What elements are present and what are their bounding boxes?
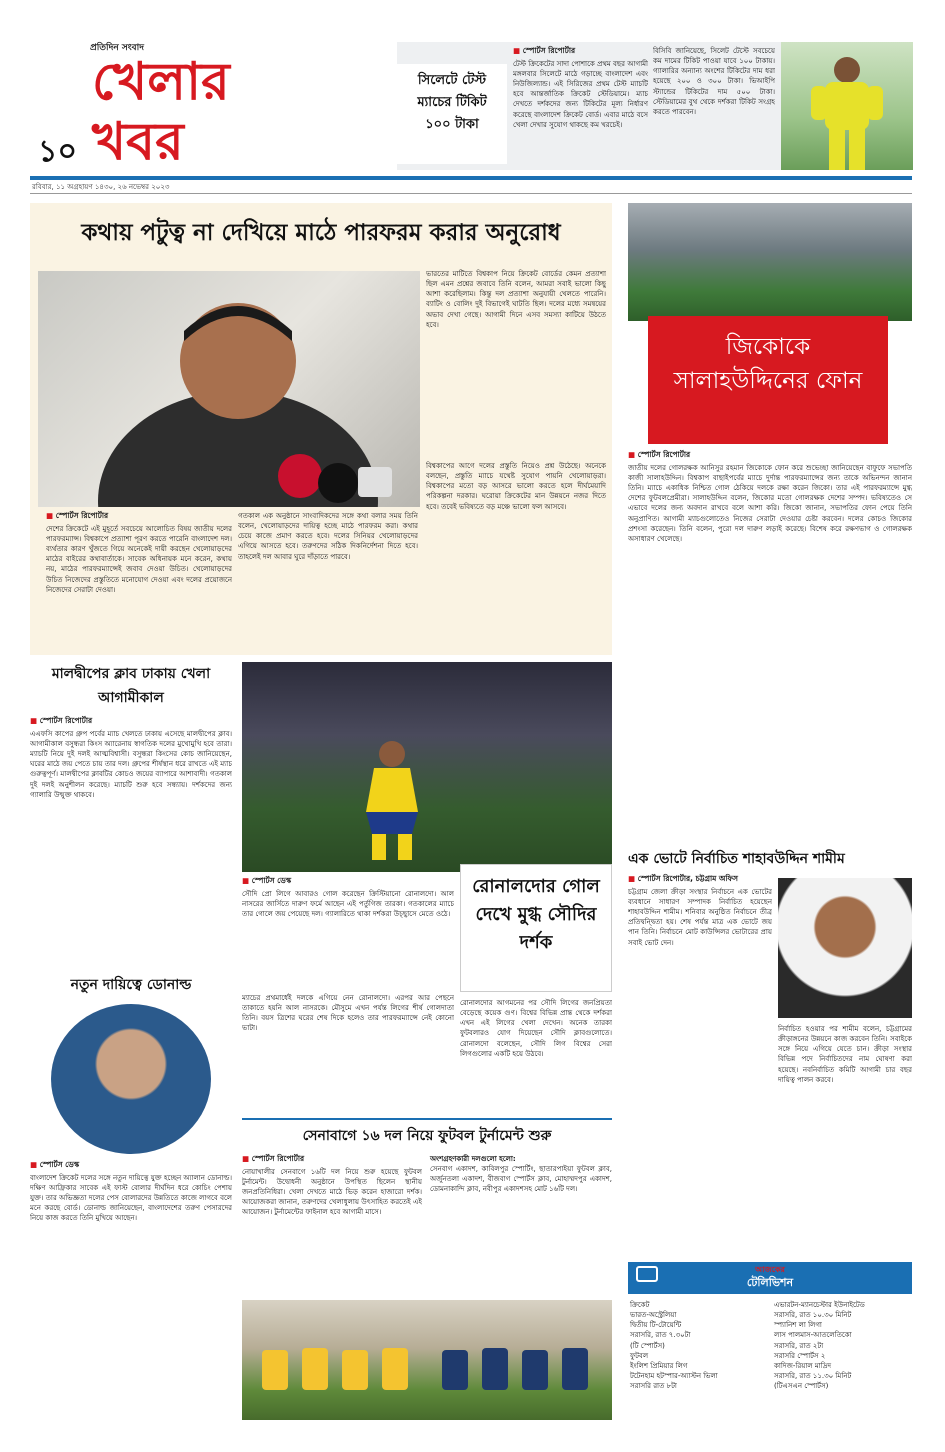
coach-headline: নতুন দায়িত্বে ডোনাল্ড xyxy=(70,977,192,993)
tv-icon xyxy=(636,1266,658,1282)
tv-item: কাদিজ-রিয়াল মাদ্রিদ xyxy=(774,1361,832,1370)
tv-item: সরাসরি রাত ৮টা xyxy=(630,1382,677,1391)
tournament-col2-wrap xyxy=(430,1154,612,1294)
ronaldo-headline: রোনালদোর গোল দেখে মুগ্ধ সৌদির দর্শক xyxy=(472,876,600,953)
masthead-title-line2: খবর xyxy=(92,111,184,172)
salahuddin-story xyxy=(628,450,912,840)
tournament-col1-wrap xyxy=(242,1154,422,1294)
tv-label-top: আজকের xyxy=(755,1265,785,1274)
date-rule xyxy=(30,176,912,180)
ronaldo-byline: ■ স্পোর্টস ডেস্ক xyxy=(242,876,454,887)
tv-item: লাস পালমাস-আতলেতিকো xyxy=(774,1331,852,1340)
page-number: ১০ xyxy=(38,134,77,169)
shamim-headline: এক ভোটে নির্বাচিত শাহাবউদ্দিন শামীম xyxy=(628,851,845,867)
top-story-headline: সিলেটে টেস্ট ম্যাচের টিকিট ১০০ টাকা xyxy=(417,73,487,132)
main-story-col4: বিশ্বকাপের আগে দলের প্রস্তুতি নিয়েও প্রশ্ন উঠেছে। অনেকে বলছেন, প্রস্তুতি ম্যাচে যথেষ্ট সুযোগ পায়নি খেলোয়াড়রা। বিশ্বকাপের মতো বড় আসরে ভালো করতে হলে দীর্ঘমেয়াদি পরিকল্পনা দরকার। ঘরোয়া ক্রিকেটের মান উন্নয়নে নজর দিতে হবে। তবেই ভবিষ্যতে বড় মঞ্চে ভালো ফল আসবে। xyxy=(426,462,606,511)
tv-item: ক্রিকেট xyxy=(630,1301,650,1309)
tournament-subhead: অংশগ্রহণকারী দলগুলো হলো: xyxy=(430,1155,516,1163)
coach-story xyxy=(30,972,232,1417)
tv-box xyxy=(628,1262,912,1417)
shamim-byline: ■ স্পোর্টস রিপোর্টার, চট্টগ্রাম অফিস xyxy=(628,874,772,885)
tv-item: টটেনহাম হটস্পার-অ্যাস্টন ভিলা xyxy=(630,1371,718,1380)
coach-text: বাংলাদেশ ক্রিকেট দলের সঙ্গে নতুন দায়িত্বে যুক্ত হচ্ছেন অ্যালান ডোনাল্ড। দক্ষিণ আফ্রিকার সাবেক এই ফাস্ট বোলার দীর্ঘদিন ধরে কোচিং পেশায় যুক্ত। তার অভিজ্ঞতা দলের পেস বোলারদের উন্নতিতে কাজে লাগবে বলে মনে করছে বোর্ড। ডোনাল্ড জানিয়েছেন, বাংলাদেশের তরুণ পেসারদের নিয়ে কাজ করতে তিনি মুখিয়ে আছেন। xyxy=(30,1173,232,1223)
salahuddin-text: জাতীয় দলের গোলরক্ষক আনিসুর রহমান জিকোকে ফোন করে শুভেচ্ছা জানিয়েছেন বাফুফে সভাপতি কাজী সালাহউদ্দিন। বিশ্বকাপ বাছাইপর্বের ম্যাচে দুর্দান্ত পারফরম্যান্সের জন্য তাকে অভিনন্দন জানান তিনি। ম্যাচে একাধিক নিশ্চিত গোল ঠেকিয়ে দলকে রক্ষা করেন জিকো। তার এই পারফরম্যান্সে মুগ্ধ দেশের ফুটবলপ্রেমীরা। সালাহউদ্দিন বলেন, জিকোর মতো গোলরক্ষক দেশের সম্পদ। ভবিষ্যতেও সে এভাবে দলের জন্য অবদান রাখবে বলে আশা করি। জিকো জানান, সভাপতির ফোন পেয়ে তিনি অনুপ্রাণিত। আগামী ম্যাচগুলোতেও নিজের সেরাটা দেওয়ার চেষ্টা করবেন। দলের কোচও জিকোর প্রশংসা করেছেন। তিনি বলেন, পুরো দল দারুণ লড়াই করেছে। বিশেষ করে রক্ষণভাগ ও গোলরক্ষক অসাধারণ খেলেছে। xyxy=(628,463,912,543)
tournament-photo xyxy=(242,1300,612,1420)
tv-label: টেলিভিশন xyxy=(746,1276,794,1289)
tv-item: স্প্যানিশ লা লিগা xyxy=(774,1321,822,1330)
masthead xyxy=(30,42,290,172)
goalkeeper-photo xyxy=(781,42,913,170)
ronaldo-headline-box xyxy=(460,864,612,992)
shamim-photo xyxy=(778,878,912,1018)
main-story-photo xyxy=(38,271,420,507)
tv-item: এভারটন-ম্যানচেস্টার ইউনাইটেড xyxy=(774,1301,865,1309)
main-story-col3: ভারতের মাটিতে বিশ্বকাপ নিয়ে ক্রিকেট বোর্ডের কেমন প্রত্যাশা ছিল এমন প্রশ্নের জবাবে তিনি বলেন, আমরা সবাই ভালো কিছু আশা করেছিলাম। কিন্তু দল প্রত্যাশা অনুযায়ী খেলতে পারেনি। ব্যাটিং ও বোলিং দুই বিভাগেই ঘাটতি ছিল। দলের মধ্যে সমন্বয়ের অভাব দেখা গেছে। আগামী দিনে এসব সমস্যা কাটিয়ে উঠতে হবে। xyxy=(426,270,606,329)
top-story-col1 xyxy=(513,46,648,166)
salahuddin-headline-box xyxy=(648,316,888,444)
tv-item: (টি স্পোর্টস) xyxy=(630,1341,665,1350)
shamim-col1: চট্টগ্রাম জেলা ক্রীড়া সংস্থার নির্বাচনে এক ভোটের ব্যবধানে সাধারণ সম্পাদক নির্বাচিত হয়েছেন শাহাবউদ্দিন শামীম। শনিবার অনুষ্ঠিত নির্বাচনে তীব্র প্রতিদ্বন্দ্বিতা হয়। শেষ পর্যন্ত মাত্র এক ভোটে জয় পান তিনি। নির্বাচনে মোট কাউন্সিলর ভোটারের প্রায় সবাই ভোট দেন। xyxy=(628,887,772,947)
coach-byline: ■ স্পোর্টস ডেস্ক xyxy=(30,1160,232,1171)
main-story-col1: দেশের ক্রিকেটে এই মুহূর্তে সবচেয়ে আলোচিত বিষয় জাতীয় দলের পারফরম্যান্স। বিশ্বকাপে প্রত্যাশা পূরণ করতে পারেনি বাংলাদেশ দল। ব্যর্থতার কারণ খুঁজতে গিয়ে অনেকেই দায়ী করছেন খেলোয়াড়দের মাঠের বাইরের কথাবার্তাকে। সাবেক অধিনায়ক মনে করেন, কথায় নয়, মাঠের পারফরম্যান্সেই জবাব দেওয়া উচিত। খেলোয়াড়দের উচিত নিজেদের প্রস্তুতিতে মনোযোগ দেওয়া এবং দলের প্রয়োজনে নিজেদের সেরাটা দেওয়া। xyxy=(46,524,232,594)
tournament-headline: সেনাবাগে ১৬ দল নিয়ে ফুটবল টুর্নামেন্ট শুরু xyxy=(302,1128,552,1144)
maldives-text: এএফসি কাপের গ্রুপ পর্বের ম্যাচ খেলতে ঢাকায় এসেছে মালদ্বীপের ক্লাব। আগামীকাল বসুন্ধরা কিংস অ্যারেনায় স্বাগতিক দলের মুখোমুখি হবে তারা। ম্যাচটি নিয়ে দুই দলই আত্মবিশ্বাসী। বসুন্ধরা কিংসের কোচ জানিয়েছেন, ঘরের মাঠে জয় পেতে চায় তার দল। গ্রুপের শীর্ষস্থান ধরে রাখতে এই ম্যাচ গুরুত্বপূর্ণ। মালদ্বীপের ক্লাবটির কোচও জয়ের ব্যাপারে আশাবাদী। গতকাল দুই দলই অনুশীলন করেছে। ম্যাচটি শুরু হবে সন্ধ্যায়। দর্শকদের জন্য গ্যালারি উন্মুক্ত থাকবে। xyxy=(30,729,232,799)
main-story-byline: ■ স্পোর্টস রিপোর্টার xyxy=(46,511,232,522)
shamim-col2: নির্বাচিত হওয়ার পর শামীম বলেন, চট্টগ্রামের ক্রীড়াঙ্গনের উন্নয়নে কাজ করবেন তিনি। সবাইকে সঙ্গে নিয়ে এগিয়ে যেতে চান। ক্রীড়া সংস্থার বিভিন্ন পদে নির্বাচিতদের নাম ঘোষণা করা হয়েছে। নবনির্বাচিত কমিটি আগামী চার বছর দায়িত্ব পালন করবে। xyxy=(778,1025,912,1084)
tv-item: ভারত-অস্ট্রেলিয়া xyxy=(630,1311,677,1320)
stadium-photo xyxy=(628,203,912,321)
top-story-headline-box xyxy=(397,64,507,164)
tv-item: (টিএসএন স্পোর্টস) xyxy=(774,1382,829,1391)
ronaldo-col3: রোনালদোর আগমনের পর সৌদি লিগের জনপ্রিয়তা বেড়েছে কয়েক গুণ। বিশ্বের বিভিন্ন প্রান্ত থেকে দর্শকরা এখন এই লিগের খেলা দেখেন। অনেক তারকা ফুটবলারও যোগ দিয়েছেন সৌদি ক্লাবগুলোতে। রোনালদো বলেছেন, সৌদি লিগ বিশ্বের সেরা লিগগুলোর একটি হয়ে উঠবে। xyxy=(460,999,612,1058)
tv-item: দ্বিতীয় টি-টোয়েন্টি xyxy=(630,1321,682,1330)
tournament-byline: ■ স্পোর্টস রিপোর্টার xyxy=(242,1154,422,1165)
shamim-story xyxy=(628,848,912,1118)
tv-item: সরাসরি, রাত ৭.৩০টা xyxy=(630,1331,691,1340)
tv-header xyxy=(628,1262,912,1294)
maldives-headline: মালদ্বীপের ক্লাব ঢাকায় খেলা আগামীকাল xyxy=(51,666,211,706)
tournament-story xyxy=(242,1118,612,1420)
tv-item: সরাসরি, রাত ২টা xyxy=(774,1341,824,1350)
ronaldo-col2: ম্যাচের প্রথমার্ধেই দলকে এগিয়ে নেন রোনালদো। এরপর আর পেছনে তাকাতে হয়নি আল নাসরকে। মৌসুমে এখন পর্যন্ত লিগের শীর্ষ গোলদাতা তিনি। বয়স ত্রিশের ঘরের শেষ দিকে হলেও তার পারফরম্যান্সে নেই কোনো ভাটা। xyxy=(242,993,454,1033)
tournament-teams: সেনবাগ একাদশ, কাবিলপুর স্পোর্টিং, ছাতারপাইয়া ফুটবল ক্লাব, অর্জুনতলা একাদশ, বীজবাগ স্পোর্টস ক্লাব, মোহাম্মদপুর একাদশ, ডোমনাকান্দি ক্লাব, নবীপুর একাদশসহ মোট ১৬টি দল। xyxy=(430,1165,612,1194)
tournament-rule xyxy=(242,1118,612,1120)
top-story xyxy=(397,42,913,170)
tv-item: ইংলিশ প্রিমিয়ার লিগ xyxy=(630,1361,688,1370)
tv-item: সরাসরি, রাত ১১.৩০ মিনিট xyxy=(774,1371,852,1380)
ronaldo-story-left xyxy=(242,876,454,1108)
top-story-byline: ■ স্পোর্টস রিপোর্টার xyxy=(513,46,648,57)
maldives-story xyxy=(30,662,232,966)
date-line: রবিবার, ১১ অগ্রহায়ণ ১৪৩০, ২৬ নভেম্বর ২০২৩ xyxy=(32,183,170,191)
salahuddin-byline: ■ স্পোর্টস রিপোর্টার xyxy=(628,450,912,461)
salahuddin-headline: জিকোকে সালাহউদ্দিনের ফোন xyxy=(673,334,863,394)
masthead-title-line1: খেলার xyxy=(92,51,230,112)
tv-list-right xyxy=(774,1300,912,1391)
top-story-text-1: টেস্ট ক্রিকেটের সাদা পোশাকে প্রথম বছর আগামী মঙ্গলবার সিলেটে মাঠে গড়াচ্ছে বাংলাদেশ এবং নিউজিল্যান্ড। এই সিরিজের প্রথম টেস্ট ম্যাচটি হবে আন্তর্জাতিক ক্রিকেট স্টেডিয়ামে। ম্যাচ দেখতে দর্শকদের জন্য টিকিটের মূল্য নির্ধারণ করেছে বাংলাদেশ ক্রিকেট বোর্ড। এবার মাঠে বসে খেলা দেখার সুযোগ থাকছে কম খরচেই। xyxy=(513,59,648,129)
coach-photo xyxy=(51,1004,211,1154)
main-story-headline: কথায় পটুত্ব না দেখিয়ে মাঠে পারফরম করার অনুরোধ xyxy=(81,219,561,246)
ronaldo-col1: সৌদি প্রো লিগে আবারও গোল করেছেন ক্রিস্টিয়ানো রোনালদো। আল নাসরের জার্সিতে দারুণ ফর্মে আছেন এই পর্তুগিজ তারকা। গতকালের ম্যাচে তার গোলে জয় পেয়েছে দল। গ্যালারিতে থাকা দর্শকরা উচ্ছ্বাসে মেতে ওঠে। xyxy=(242,889,454,919)
top-story-text-2: বিসিবি জানিয়েছে, সিলেট টেস্টে সবচেয়ে কম দামের টিকিট পাওয়া যাবে ১০০ টাকায়। গ্যালারির অন্যান্য অংশের টিকিটের দাম ধরা হয়েছে ২০০ ও ৩০০ টাকা। ভিআইপি স্ট্যান্ডের টিকিটের দাম ৫০০ টাকা। স্টেডিয়ামের বুথ থেকে দর্শকরা টিকিট সংগ্রহ করতে পারবেন। xyxy=(653,47,775,116)
maldives-byline: ■ স্পোর্টস রিপোর্টার xyxy=(30,716,232,727)
tv-list-left xyxy=(630,1300,768,1391)
tv-item: ফুটবল xyxy=(630,1351,649,1360)
main-story xyxy=(30,203,612,655)
shamim-col1-wrap xyxy=(628,874,772,1118)
tv-item: সরাসরি, রাত ১০.৩০ মিনিট xyxy=(774,1311,852,1320)
publisher-logo: প্রতিদিন সংবাদ xyxy=(90,43,145,53)
main-story-col1-wrap xyxy=(46,511,232,651)
tournament-text: নোয়াখালীর সেনবাগে ১৬টি দল নিয়ে শুরু হয়েছে ফুটবল টুর্নামেন্ট। উদ্বোধনী অনুষ্ঠানে উপস্থিত ছিলেন স্থানীয় জনপ্রতিনিধিরা। খেলা দেখতে মাঠে ভিড় করেন হাজারো দর্শক। আয়োজকরা জানান, তরুণদের খেলাধুলায় উৎসাহিত করতেই এই আয়োজন। টুর্নামেন্টের ফাইনাল হবে আগামী মাসে। xyxy=(242,1167,422,1217)
main-story-col2: গতকাল এক অনুষ্ঠানে সাংবাদিকদের সঙ্গে কথা বলার সময় তিনি বলেন, খেলোয়াড়দের দায়িত্ব হচ্ছে মাঠে পারফরম করা। কথার চেয়ে কাজে প্রমাণ করতে হবে। দলের সিনিয়র খেলোয়াড়দের এগিয়ে আসতে হবে। তরুণদের সঠিক দিকনির্দেশনা দিতে হবে। তাহলেই দল আবার ঘুরে দাঁড়াতে পারবে। xyxy=(238,512,418,561)
tv-item: সরাসরি স্পোর্টস ২ xyxy=(774,1351,826,1360)
ronaldo-photo xyxy=(242,662,612,872)
date-rule-bottom xyxy=(30,193,912,194)
